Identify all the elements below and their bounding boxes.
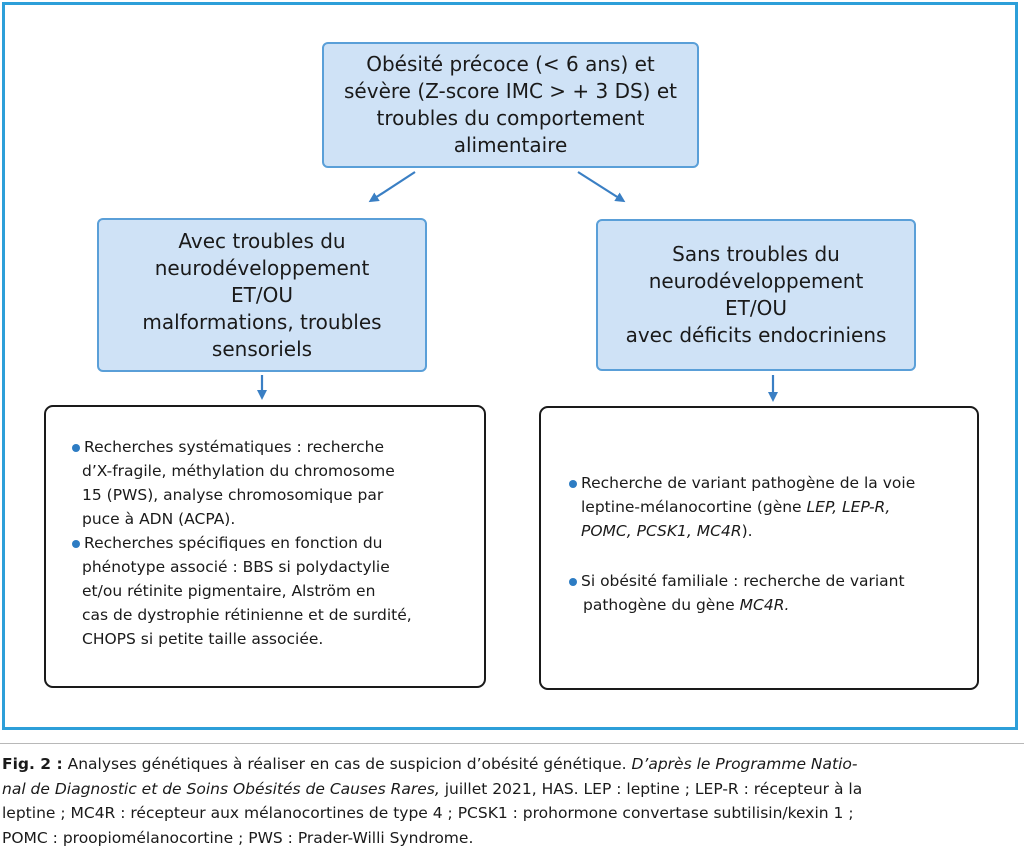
root-line-3: troubles du comportement <box>376 106 645 130</box>
right-b2-line-1: Si obésité familiale : recherche de variant <box>581 572 905 590</box>
right-b1-line-1: Recherche de variant pathogène de la voie <box>581 474 916 492</box>
left-line-1: Avec troubles du <box>178 228 346 253</box>
root-line-1: Obésité précoce (< 6 ans) et <box>366 52 655 76</box>
left-b2-line-1: Recherches spécifiques en fonction du <box>84 534 383 552</box>
left-branch-node <box>97 218 427 372</box>
root-line-2: sévère (Z-score IMC > + 3 DS) et <box>344 79 677 103</box>
caption-line-4: POMC : proopiomélanocortine ; PWS : Prader-Willi Syndrome. <box>2 828 474 847</box>
left-b2-line-4: cas de dystrophie rétinienne et de surdité, <box>82 606 412 624</box>
bullet-dot <box>569 578 577 586</box>
caption-line-2: nal de Diagnostic et de Soins Obésités de Causes Rares, juillet 2021, HAS. LEP : leptine ; LEP-R : récepteur à la <box>2 779 863 798</box>
left-b1-line-2: d’X-fragile, méthylation du chromosome <box>82 462 395 480</box>
left-b2-line-3: et/ou rétinite pigmentaire, Alström en <box>82 582 376 600</box>
bullet-dot <box>72 444 80 452</box>
caption-divider <box>0 743 1024 744</box>
figure-caption <box>2 752 1022 850</box>
left-line-4: malformations, troubles <box>142 309 382 334</box>
left-detail-box <box>44 405 486 688</box>
caption-line-3: leptine ; MC4R : récepteur aux mélanocortines de type 4 ; PCSK1 : prohormone convertase subtilisin/kexin 1 ; <box>2 804 854 822</box>
right-line-2: neurodéveloppement <box>648 269 864 293</box>
right-line-3: ET/OU <box>725 296 787 320</box>
arrow-root-to-left <box>372 172 415 200</box>
right-b1-line-3: POMC, PCSK1, MC4R). <box>581 522 753 540</box>
left-b2-line-5: CHOPS si petite taille associée. <box>82 630 324 648</box>
caption-label: Fig. 2 : <box>2 755 63 773</box>
left-line-5: sensoriels <box>211 336 313 361</box>
left-b1-line-4: puce à ADN (ACPA). <box>82 510 236 528</box>
bullet-dot <box>72 540 80 548</box>
left-line-2: neurodéveloppement <box>154 255 370 280</box>
right-b2-line-2: pathogène du gène MC4R. <box>583 596 790 614</box>
bullet-dot <box>569 480 577 488</box>
root-line-4: alimentaire <box>453 133 568 157</box>
right-line-1: Sans troubles du <box>672 242 840 266</box>
left-b2-line-2: phénotype associé : BBS si polydactylie <box>82 558 390 576</box>
left-b1-line-1: Recherches systématiques : recherche <box>84 438 385 456</box>
right-line-4: avec déficits endocriniens <box>625 323 887 347</box>
caption-line-1: Fig. 2 : Analyses génétiques à réaliser en cas de suspicion d’obésité génétique. D’après le Programme Natio- <box>2 755 858 773</box>
right-branch-node <box>596 219 916 371</box>
right-b1-line-2: leptine-mélanocortine (gène LEP, LEP-R, <box>581 498 891 516</box>
arrow-root-to-right <box>578 172 622 200</box>
left-b1-line-3: 15 (PWS), analyse chromosomique par <box>82 486 384 504</box>
right-detail-box <box>539 406 979 690</box>
left-line-3: ET/OU <box>231 282 293 307</box>
root-node <box>322 42 699 168</box>
